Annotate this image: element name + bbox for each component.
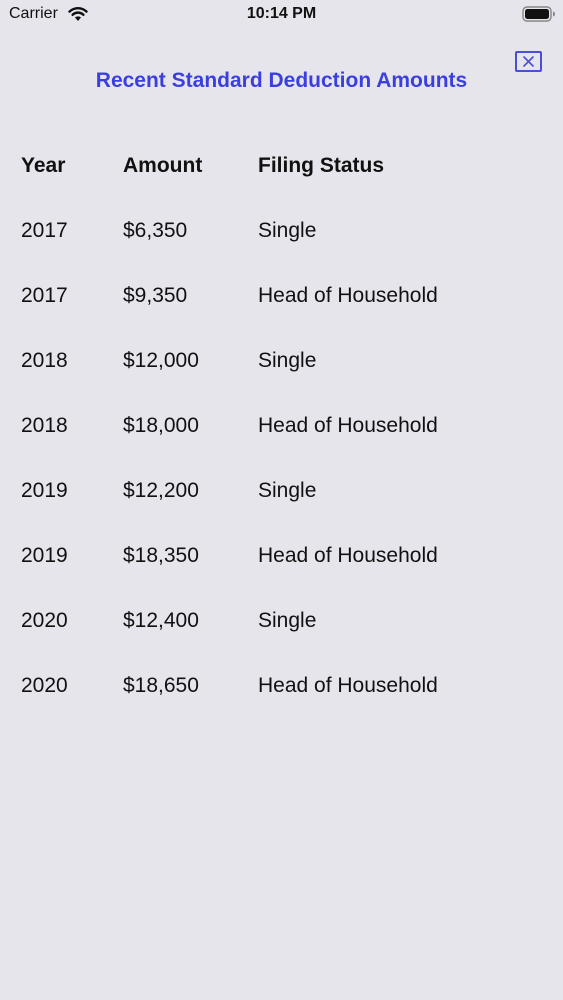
cell-amount: $18,650 — [123, 674, 199, 697]
battery-icon — [522, 6, 556, 22]
table-header — [21, 154, 541, 184]
table-row — [21, 479, 541, 509]
table-row — [21, 544, 541, 574]
table-row — [21, 349, 541, 379]
cell-year: 2020 — [21, 609, 68, 632]
cell-year: 2019 — [21, 544, 68, 567]
status-time: 10:14 PM — [246, 5, 317, 22]
cell-filing-status: Single — [258, 219, 317, 242]
cell-filing-status: Single — [258, 479, 317, 502]
cell-filing-status: Single — [258, 609, 317, 632]
cell-amount: $18,000 — [123, 414, 199, 437]
table-row — [21, 284, 541, 314]
header-filing-status: Filing Status — [258, 154, 384, 177]
cell-year: 2018 — [21, 349, 68, 372]
cell-amount: $12,000 — [123, 349, 199, 372]
cell-amount: $9,350 — [123, 284, 188, 307]
cell-filing-status: Head of Household — [258, 414, 438, 437]
header-year: Year — [21, 154, 66, 177]
cell-filing-status: Head of Household — [258, 284, 438, 307]
cell-year: 2017 — [21, 219, 68, 242]
close-icon — [523, 56, 534, 67]
cell-amount: $12,400 — [123, 609, 199, 632]
cell-amount: $12,200 — [123, 479, 199, 502]
cell-amount: $6,350 — [123, 219, 188, 242]
cell-filing-status: Single — [258, 349, 317, 372]
cell-year: 2019 — [21, 479, 68, 502]
cell-filing-status: Head of Household — [258, 674, 438, 697]
carrier-label: Carrier — [9, 5, 58, 22]
table-row — [21, 219, 541, 249]
cell-year: 2018 — [21, 414, 68, 437]
page-title: Recent Standard Deduction Amounts — [95, 69, 468, 92]
cell-year: 2020 — [21, 674, 68, 697]
status-bar — [0, 0, 563, 30]
cell-filing-status: Head of Household — [258, 544, 438, 567]
header-amount: Amount — [123, 154, 203, 177]
cell-amount: $18,350 — [123, 544, 199, 567]
table-row — [21, 609, 541, 639]
cell-year: 2017 — [21, 284, 68, 307]
table-row — [21, 674, 541, 704]
table-row — [21, 414, 541, 444]
